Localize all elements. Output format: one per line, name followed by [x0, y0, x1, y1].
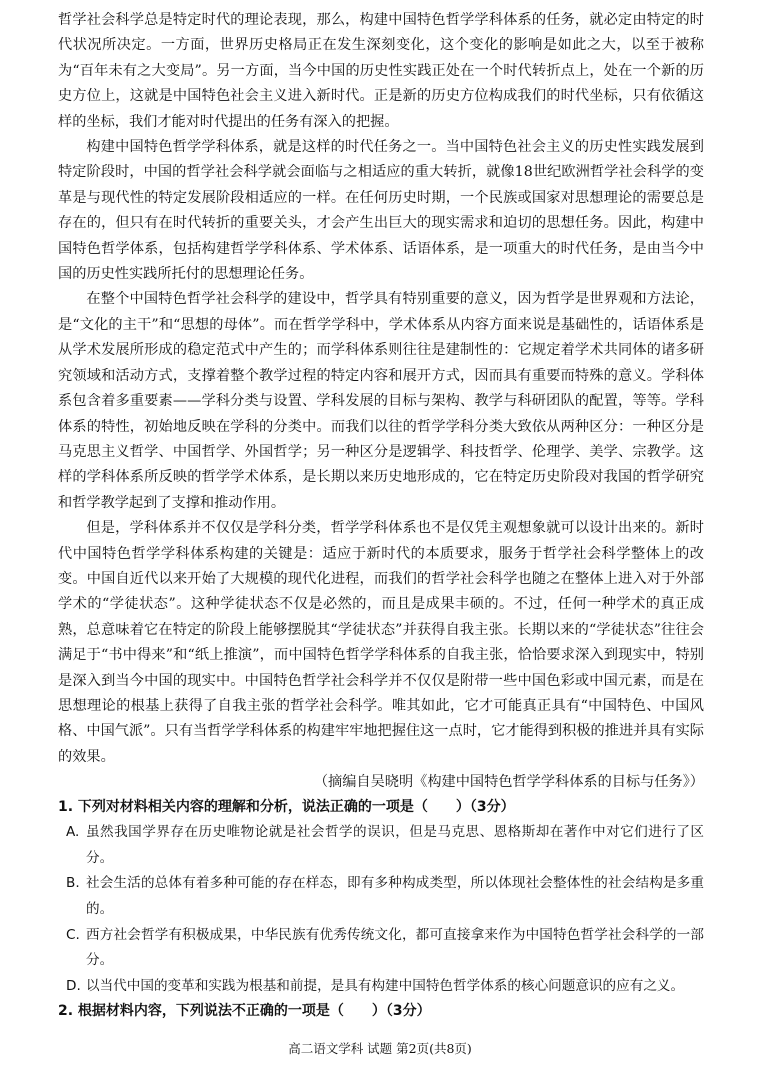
passage-paragraph-3: 在整个中国特色哲学社会科学的建设中，哲学具有特别重要的意义，因为哲学是世界观和方法论，是“文化的主干”和“思想的母体”。而在哲学学科中，学术体系从内容方面来说是基础性的，话语体系是从学术发展所形成的稳定范式中产生的；而学科体系则往往是建制性的：它规定着学术共同体的诸多研究领域和活动方式，支撑着整个教学过程的特定内容和展开方式，因而具有重要而特殊的意义。学科体系包含着多重要素——学科分类与设置、学科发展的目标与架构、教学与科研团队的配置，等等。学科体系的特性，初始地反映在学科的分类中。而我们以往的哲学学科分类大致依从两种区分：一种区分是马克思主义哲学、中国哲学、外国哲学；另一种区分是逻辑学、科技哲学、伦理学、美学、宗教学。这样的学科体系所反映的哲学学术体系，是长期以来历史地形成的，它在特定历史阶段对我国的哲学研究和哲学教学起到了支撑和推动作用。: [58, 291, 704, 511]
question-1: [58, 795, 704, 999]
option-d: [66, 974, 704, 1000]
question-2-stem: 2. 根据材料内容，下列说法不正确的一项是（ ）（3分）: [58, 1003, 431, 1020]
option-c: [66, 923, 704, 974]
passage-paragraph-2: 构建中国特色哲学学科体系，就是这样的时代任务之一。当中国特色社会主义的历史性实践发展到特定阶段时，中国的哲学社会科学就会面临与之相适应的重大转折，就像18世纪欧洲哲学社会科学的变革是与现代性的特定发展阶段相适应的一样。在任何历史时期，一个民族或国家对思想理论的需要总是存在的，但只有在时代转折的重要关头，才会产生出巨大的现实需求和迫切的思想任务。因此，构建中国特色哲学体系，包括构建哲学学科体系、学术体系、话语体系，是一项重大的时代任务，是由当今中国的历史性实践所托付的思想理论任务。: [58, 139, 704, 283]
option-a: [66, 820, 704, 871]
option-d-letter: D.: [66, 977, 81, 994]
option-b: [66, 871, 704, 922]
question-2: [58, 999, 704, 1024]
option-d-text: 以当代中国的变革和实践为根基和前提，是具有构建中国特色哲学体系的核心问题意识的应有之义。: [86, 977, 685, 994]
option-c-letter: C.: [66, 926, 80, 943]
page-footer: 高二语文学科 试题 第2页(共8页): [288, 1041, 472, 1056]
option-a-letter: A.: [66, 824, 80, 841]
option-b-letter: B.: [66, 875, 80, 892]
option-a-text: 虽然我国学界存在历史唯物论就是社会哲学的误识，但是马克思、恩格斯却在著作中对它们进行了区分。: [86, 824, 704, 866]
passage-source: （摘编自吴晓明《构建中国特色哲学学科体系的目标与任务》）: [313, 774, 704, 791]
option-b-text: 社会生活的总体有着多种可能的存在样态，即有多种构成类型，所以体现社会整体性的社会结构是多重的。: [86, 875, 704, 917]
passage-paragraph-1: 哲学社会科学总是特定时代的理论表现，那么，构建中国特色哲学学科体系的任务，就必定由特定的时代状况所决定。一方面，世界历史格局正在发生深刻变化，这个变化的影响是如此之大，以至于被称为“百年未有之大变局”。另一方面，当今中国的历史性实践正处在一个时代转折点上，处在一个新的历史方位上，这就是中国特色社会主义进入新时代。正是新的历史方位构成我们的时代坐标，只有依循这样的坐标，我们才能对时代提出的任务有深入的把握。: [58, 12, 704, 130]
option-c-text: 西方社会哲学有积极成果，中华民族有优秀传统文化，都可直接拿来作为中国特色哲学社会科学的一部分。: [86, 926, 704, 969]
question-1-options: [58, 820, 704, 999]
reading-passage: [58, 8, 704, 795]
question-1-stem: 1. 下列对材料相关内容的理解和分析，说法正确的一项是（ ）（3分）: [58, 799, 515, 816]
passage-paragraph-4: 但是，学科体系并不仅仅是学科分类，哲学学科体系也不是仅凭主观想象就可以设计出来的。新时代中国特色哲学学科体系构建的关键是：适应于新时代的本质要求，服务于哲学社会科学整体上的改变。中国自近代以来开始了大规模的现代化进程，而我们的哲学社会科学也随之在整体上进入对于外部学术的“学徒状态”。这种学徒状态不仅是必然的，而且是成果丰硕的。不过，任何一种学术的真正成熟，总意味着它在特定的阶段上能够摆脱其“学徒状态”并获得自我主张。长期以来的“学徒状态”往往会满足于“书中得来”和“纸上推演”，而中国特色哲学学科体系的自我主张，恰恰要求深入到现实中，特别是深入到当今中国的现实中。中国特色哲学社会科学并不仅仅是附带一些中国色彩或中国元素，而是在思想理论的根基上获得了自我主张的哲学社会科学。唯其如此，它才可能真正具有“中国特色、中国风格、中国气派”。只有当哲学学科体系的构建牢牢地把握住这一点时，它才能得到积极的推进并具有实际的效果。: [58, 520, 704, 765]
